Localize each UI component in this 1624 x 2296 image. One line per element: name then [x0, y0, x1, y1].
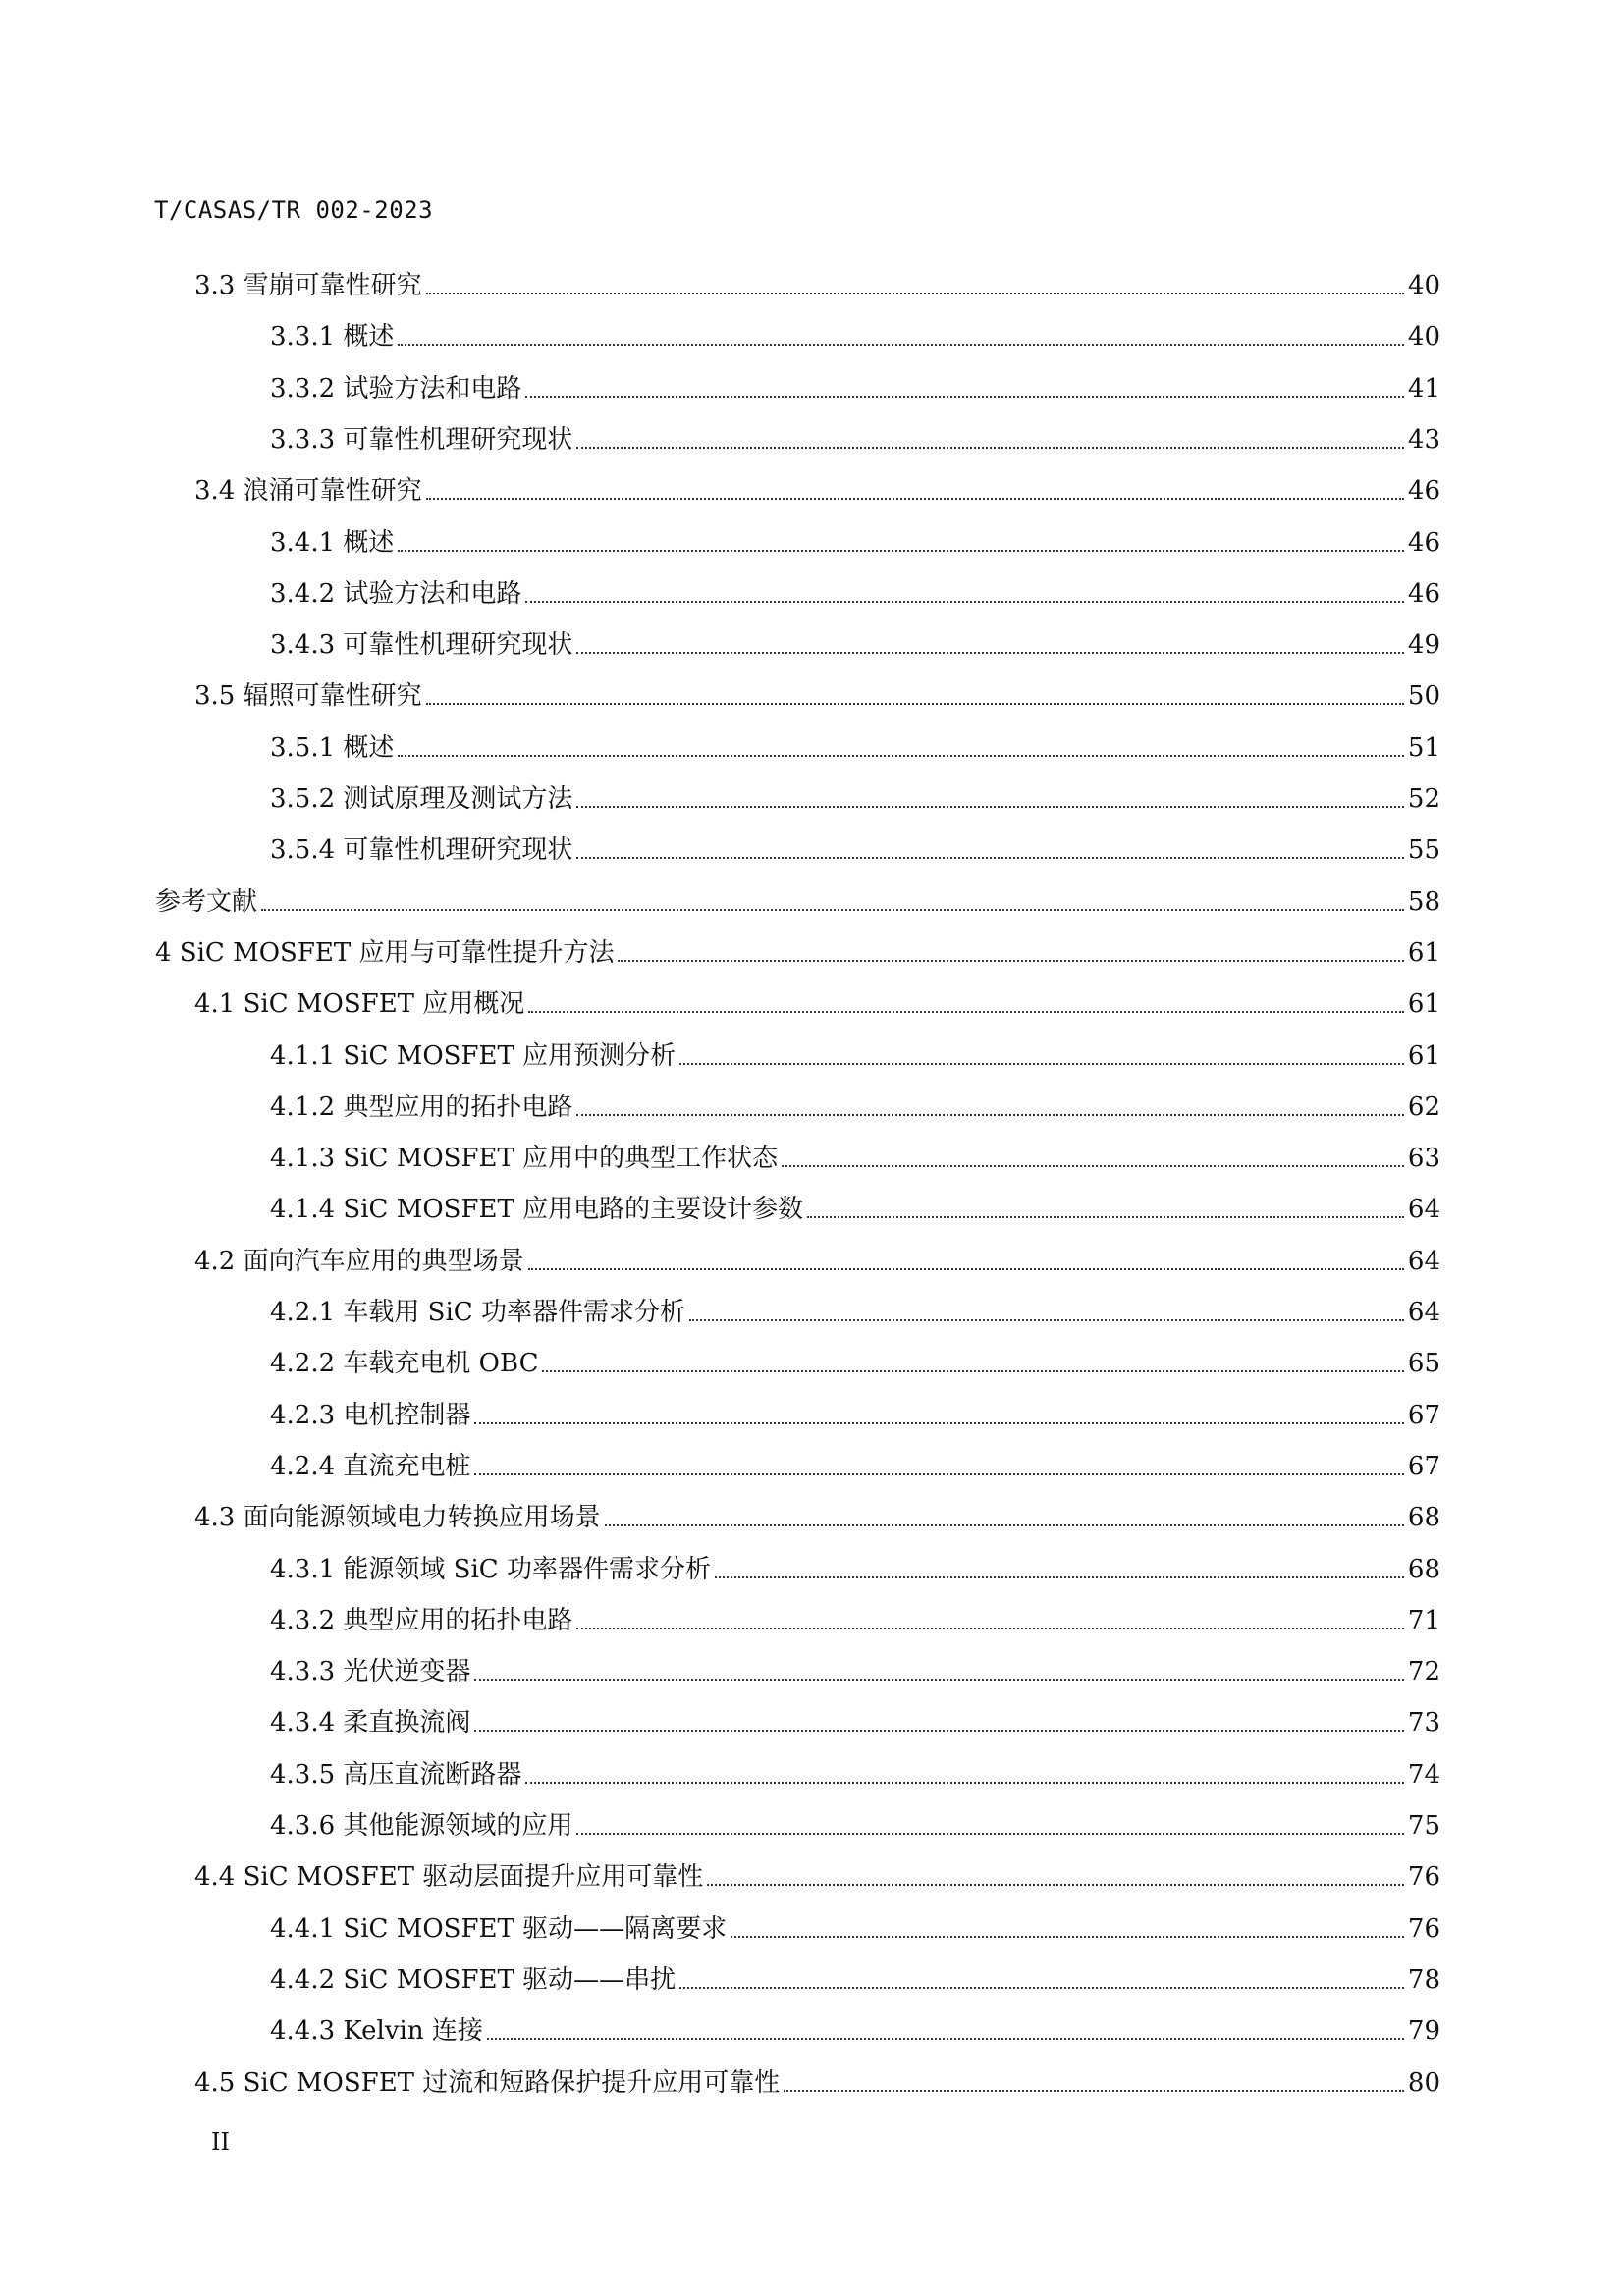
toc-dot-leader: [474, 1730, 1403, 1732]
toc-entry-page: 64: [1407, 1195, 1440, 1225]
toc-entry-title: 4.3.2 典型应用的拓扑电路: [270, 1605, 573, 1635]
toc-entry[interactable]: [270, 1290, 1440, 1329]
toc-entry-page: 61: [1407, 1041, 1440, 1071]
toc-entry-title: 4.3.4 柔直换流阀: [270, 1708, 471, 1738]
toc-entry[interactable]: [270, 366, 1440, 405]
toc-dot-leader: [474, 1473, 1403, 1475]
toc-entry-page: 40: [1407, 271, 1440, 300]
toc-entry[interactable]: [270, 1341, 1440, 1380]
toc-entry-title: 4.3.5 高压直流断路器: [270, 1759, 522, 1789]
toc-entry[interactable]: [270, 1136, 1440, 1175]
toc-entry-title: 3.5 辐照可靠性研究: [194, 681, 422, 712]
toc-entry-title: 4.3.1 能源领域 SiC 功率器件需求分析: [270, 1554, 711, 1584]
toc-entry-page: 49: [1407, 630, 1440, 661]
toc-entry-title: 3.3.1 概述: [270, 322, 395, 352]
toc-entry-page: 72: [1407, 1657, 1440, 1687]
toc-entry-title: 4.4.2 SiC MOSFET 驱动——串扰: [270, 1964, 677, 1995]
toc-entry-title: 4.1.1 SiC MOSFET 应用预测分析: [270, 1041, 677, 1071]
toc-entry[interactable]: [194, 982, 1440, 1021]
toc-entry[interactable]: [194, 1495, 1440, 1534]
toc-entry-page: 68: [1407, 1554, 1440, 1584]
toc-entry-title: 3.4 浪涌可靠性研究: [194, 476, 422, 507]
toc-entry[interactable]: [270, 1034, 1440, 1073]
toc-entry[interactable]: [194, 2060, 1440, 2100]
toc-dot-leader: [679, 1063, 1404, 1065]
toc-entry-title: 4.2.4 直流充电桩: [270, 1451, 471, 1481]
toc-entry-title: 4.1.4 SiC MOSFET 应用电路的主要设计参数: [270, 1195, 804, 1225]
toc-entry[interactable]: [194, 673, 1440, 713]
toc-entry-title: 4.2.2 车载充电机 OBC: [270, 1349, 539, 1379]
toc-dot-leader: [576, 806, 1403, 808]
toc-dot-leader: [426, 498, 1404, 500]
toc-dot-leader: [576, 1628, 1403, 1629]
toc-entry[interactable]: [270, 1547, 1440, 1586]
toc-entry-page: 64: [1407, 1246, 1440, 1276]
toc-entry-page: 41: [1407, 373, 1440, 403]
toc-entry[interactable]: [270, 417, 1440, 456]
toc-entry-page: 73: [1407, 1708, 1440, 1738]
toc-entry[interactable]: [270, 1598, 1440, 1637]
toc-entry-page: 46: [1407, 578, 1440, 609]
toc-dot-leader: [474, 1679, 1403, 1681]
toc-entry-page: 40: [1407, 322, 1440, 352]
toc-entry[interactable]: [270, 1187, 1440, 1226]
toc-entry-page: 55: [1407, 835, 1440, 866]
toc-entry-title: 4.4.3 Kelvin 连接: [270, 2016, 483, 2047]
toc-entry-title: 3.3.2 试验方法和电路: [270, 373, 522, 403]
toc-entry[interactable]: [155, 931, 1440, 970]
toc-entry[interactable]: [270, 1444, 1440, 1483]
toc-entry-page: 63: [1407, 1144, 1440, 1174]
toc-entry-title: 4.1 SiC MOSFET 应用概况: [194, 989, 525, 1020]
toc-entry-title: 3.3.3 可靠性机理研究现状: [270, 424, 573, 454]
toc-dot-leader: [398, 550, 1403, 552]
toc-entry-page: 78: [1407, 1964, 1440, 1995]
toc-entry[interactable]: [270, 1957, 1440, 1997]
toc-dot-leader: [576, 447, 1403, 449]
toc-dot-leader: [525, 396, 1403, 398]
toc-dot-leader: [784, 2090, 1404, 2092]
toc-entry[interactable]: [155, 880, 1440, 919]
toc-dot-leader: [731, 1936, 1404, 1938]
toc-entry-page: 52: [1407, 784, 1440, 814]
toc-entry-page: 50: [1407, 681, 1440, 712]
toc-entry-title: 4.5 SiC MOSFET 过流和短路保护提升应用可靠性: [194, 2067, 781, 2098]
toc-entry-page: 67: [1407, 1400, 1440, 1430]
toc-entry[interactable]: [270, 1085, 1440, 1124]
toc-dot-leader: [576, 652, 1403, 654]
toc-entry-title: 4.3 面向能源领域电力转换应用场景: [194, 1503, 601, 1533]
toc-dot-leader: [426, 293, 1404, 294]
toc-entry[interactable]: [270, 1906, 1440, 1946]
toc-entry-page: 74: [1407, 1759, 1440, 1789]
toc-dot-leader: [542, 1370, 1403, 1372]
toc-entry[interactable]: [194, 468, 1440, 507]
toc-entry-page: 51: [1407, 732, 1440, 763]
toc-dot-leader: [487, 2038, 1404, 2040]
toc-dot-leader: [807, 1216, 1404, 1218]
toc-entry-page: 71: [1407, 1605, 1440, 1635]
toc-entry-page: 80: [1407, 2067, 1440, 2098]
toc-entry[interactable]: [270, 2008, 1440, 2048]
toc-entry-title: 4 SiC MOSFET 应用与可靠性提升方法: [155, 937, 615, 968]
toc-entry-title: 3.5.2 测试原理及测试方法: [270, 784, 573, 814]
document-number-header: T/CASAS/TR 002-2023: [154, 196, 434, 224]
toc-dot-leader: [528, 1268, 1404, 1270]
toc-entry[interactable]: [270, 571, 1440, 611]
toc-entry[interactable]: [270, 1700, 1440, 1739]
toc-entry-title: 4.3.3 光伏逆变器: [270, 1657, 471, 1687]
toc-dot-leader: [426, 703, 1404, 705]
toc-entry-page: 61: [1407, 937, 1440, 968]
toc-dot-leader: [605, 1524, 1404, 1526]
toc-dot-leader: [261, 909, 1404, 911]
toc-entry-title: 3.4.1 概述: [270, 527, 395, 558]
toc-entry-title: 3.3 雪崩可靠性研究: [194, 271, 422, 300]
toc-entry-page: 46: [1407, 476, 1440, 507]
toc-dot-leader: [679, 1987, 1404, 1989]
toc-dot-leader: [707, 1884, 1404, 1886]
toc-entry-page: 75: [1407, 1811, 1440, 1841]
toc-entry-title: 参考文献: [155, 886, 258, 917]
toc-entry[interactable]: [270, 622, 1440, 662]
toc-entry[interactable]: [270, 1649, 1440, 1688]
toc-entry-title: 4.4.1 SiC MOSFET 驱动——隔离要求: [270, 1913, 728, 1944]
toc-entry-page: 65: [1407, 1349, 1440, 1379]
toc-entry-title: 4.2.3 电机控制器: [270, 1400, 471, 1430]
toc-dot-leader: [689, 1319, 1404, 1321]
toc-entry-title: 3.5.4 可靠性机理研究现状: [270, 835, 573, 866]
toc-entry[interactable]: [270, 1803, 1440, 1842]
toc-dot-leader: [576, 1114, 1403, 1116]
toc-dot-leader: [618, 960, 1403, 962]
toc-entry[interactable]: [194, 1854, 1440, 1894]
toc-entry-page: 76: [1407, 1862, 1440, 1893]
toc-entry[interactable]: [270, 520, 1440, 560]
toc-dot-leader: [525, 601, 1403, 603]
toc-entry-page: 68: [1407, 1503, 1440, 1533]
toc-entry-page: 46: [1407, 527, 1440, 558]
toc-entry-title: 4.2 面向汽车应用的典型场景: [194, 1246, 524, 1276]
toc-dot-leader: [715, 1576, 1404, 1578]
toc-entry-title: 4.1.3 SiC MOSFET 应用中的典型工作状态: [270, 1144, 779, 1174]
toc-dot-leader: [398, 344, 1403, 346]
toc-entry-page: 64: [1407, 1298, 1440, 1327]
toc-entry[interactable]: [270, 828, 1440, 867]
toc-entry-title: 3.4.3 可靠性机理研究现状: [270, 630, 573, 661]
toc-entry-page: 43: [1407, 424, 1440, 454]
toc-entry-page: 76: [1407, 1913, 1440, 1944]
toc-dot-leader: [576, 1833, 1403, 1835]
toc-entry-page: 58: [1407, 886, 1440, 917]
toc-dot-leader: [528, 1011, 1404, 1013]
toc-dot-leader: [398, 755, 1403, 757]
toc-entry-title: 4.4 SiC MOSFET 驱动层面提升应用可靠性: [194, 1862, 704, 1893]
toc-entry-page: 79: [1407, 2016, 1440, 2047]
toc-entry[interactable]: [270, 776, 1440, 816]
toc-entry[interactable]: [270, 1393, 1440, 1432]
toc-dot-leader: [576, 857, 1403, 859]
toc-entry[interactable]: [270, 314, 1440, 353]
toc-entry-title: 3.4.2 试验方法和电路: [270, 578, 522, 609]
toc-entry-title: 4.1.2 典型应用的拓扑电路: [270, 1092, 573, 1122]
toc-dot-leader: [474, 1422, 1403, 1424]
toc-entry-title: 4.2.1 车载用 SiC 功率器件需求分析: [270, 1298, 685, 1327]
toc-entry-title: 4.3.6 其他能源领域的应用: [270, 1811, 573, 1841]
toc-entry-page: 62: [1407, 1092, 1440, 1122]
toc-entry[interactable]: [270, 1752, 1440, 1791]
page-number: II: [211, 2128, 230, 2156]
toc-dot-leader: [782, 1165, 1404, 1167]
toc-entry[interactable]: [270, 725, 1440, 765]
toc-dot-leader: [525, 1782, 1403, 1784]
toc-entry-page: 67: [1407, 1451, 1440, 1481]
toc-entry-title: 3.5.1 概述: [270, 732, 395, 763]
toc-entry[interactable]: [194, 1239, 1440, 1278]
toc-entry-page: 61: [1407, 989, 1440, 1020]
toc-entry[interactable]: [194, 263, 1440, 302]
